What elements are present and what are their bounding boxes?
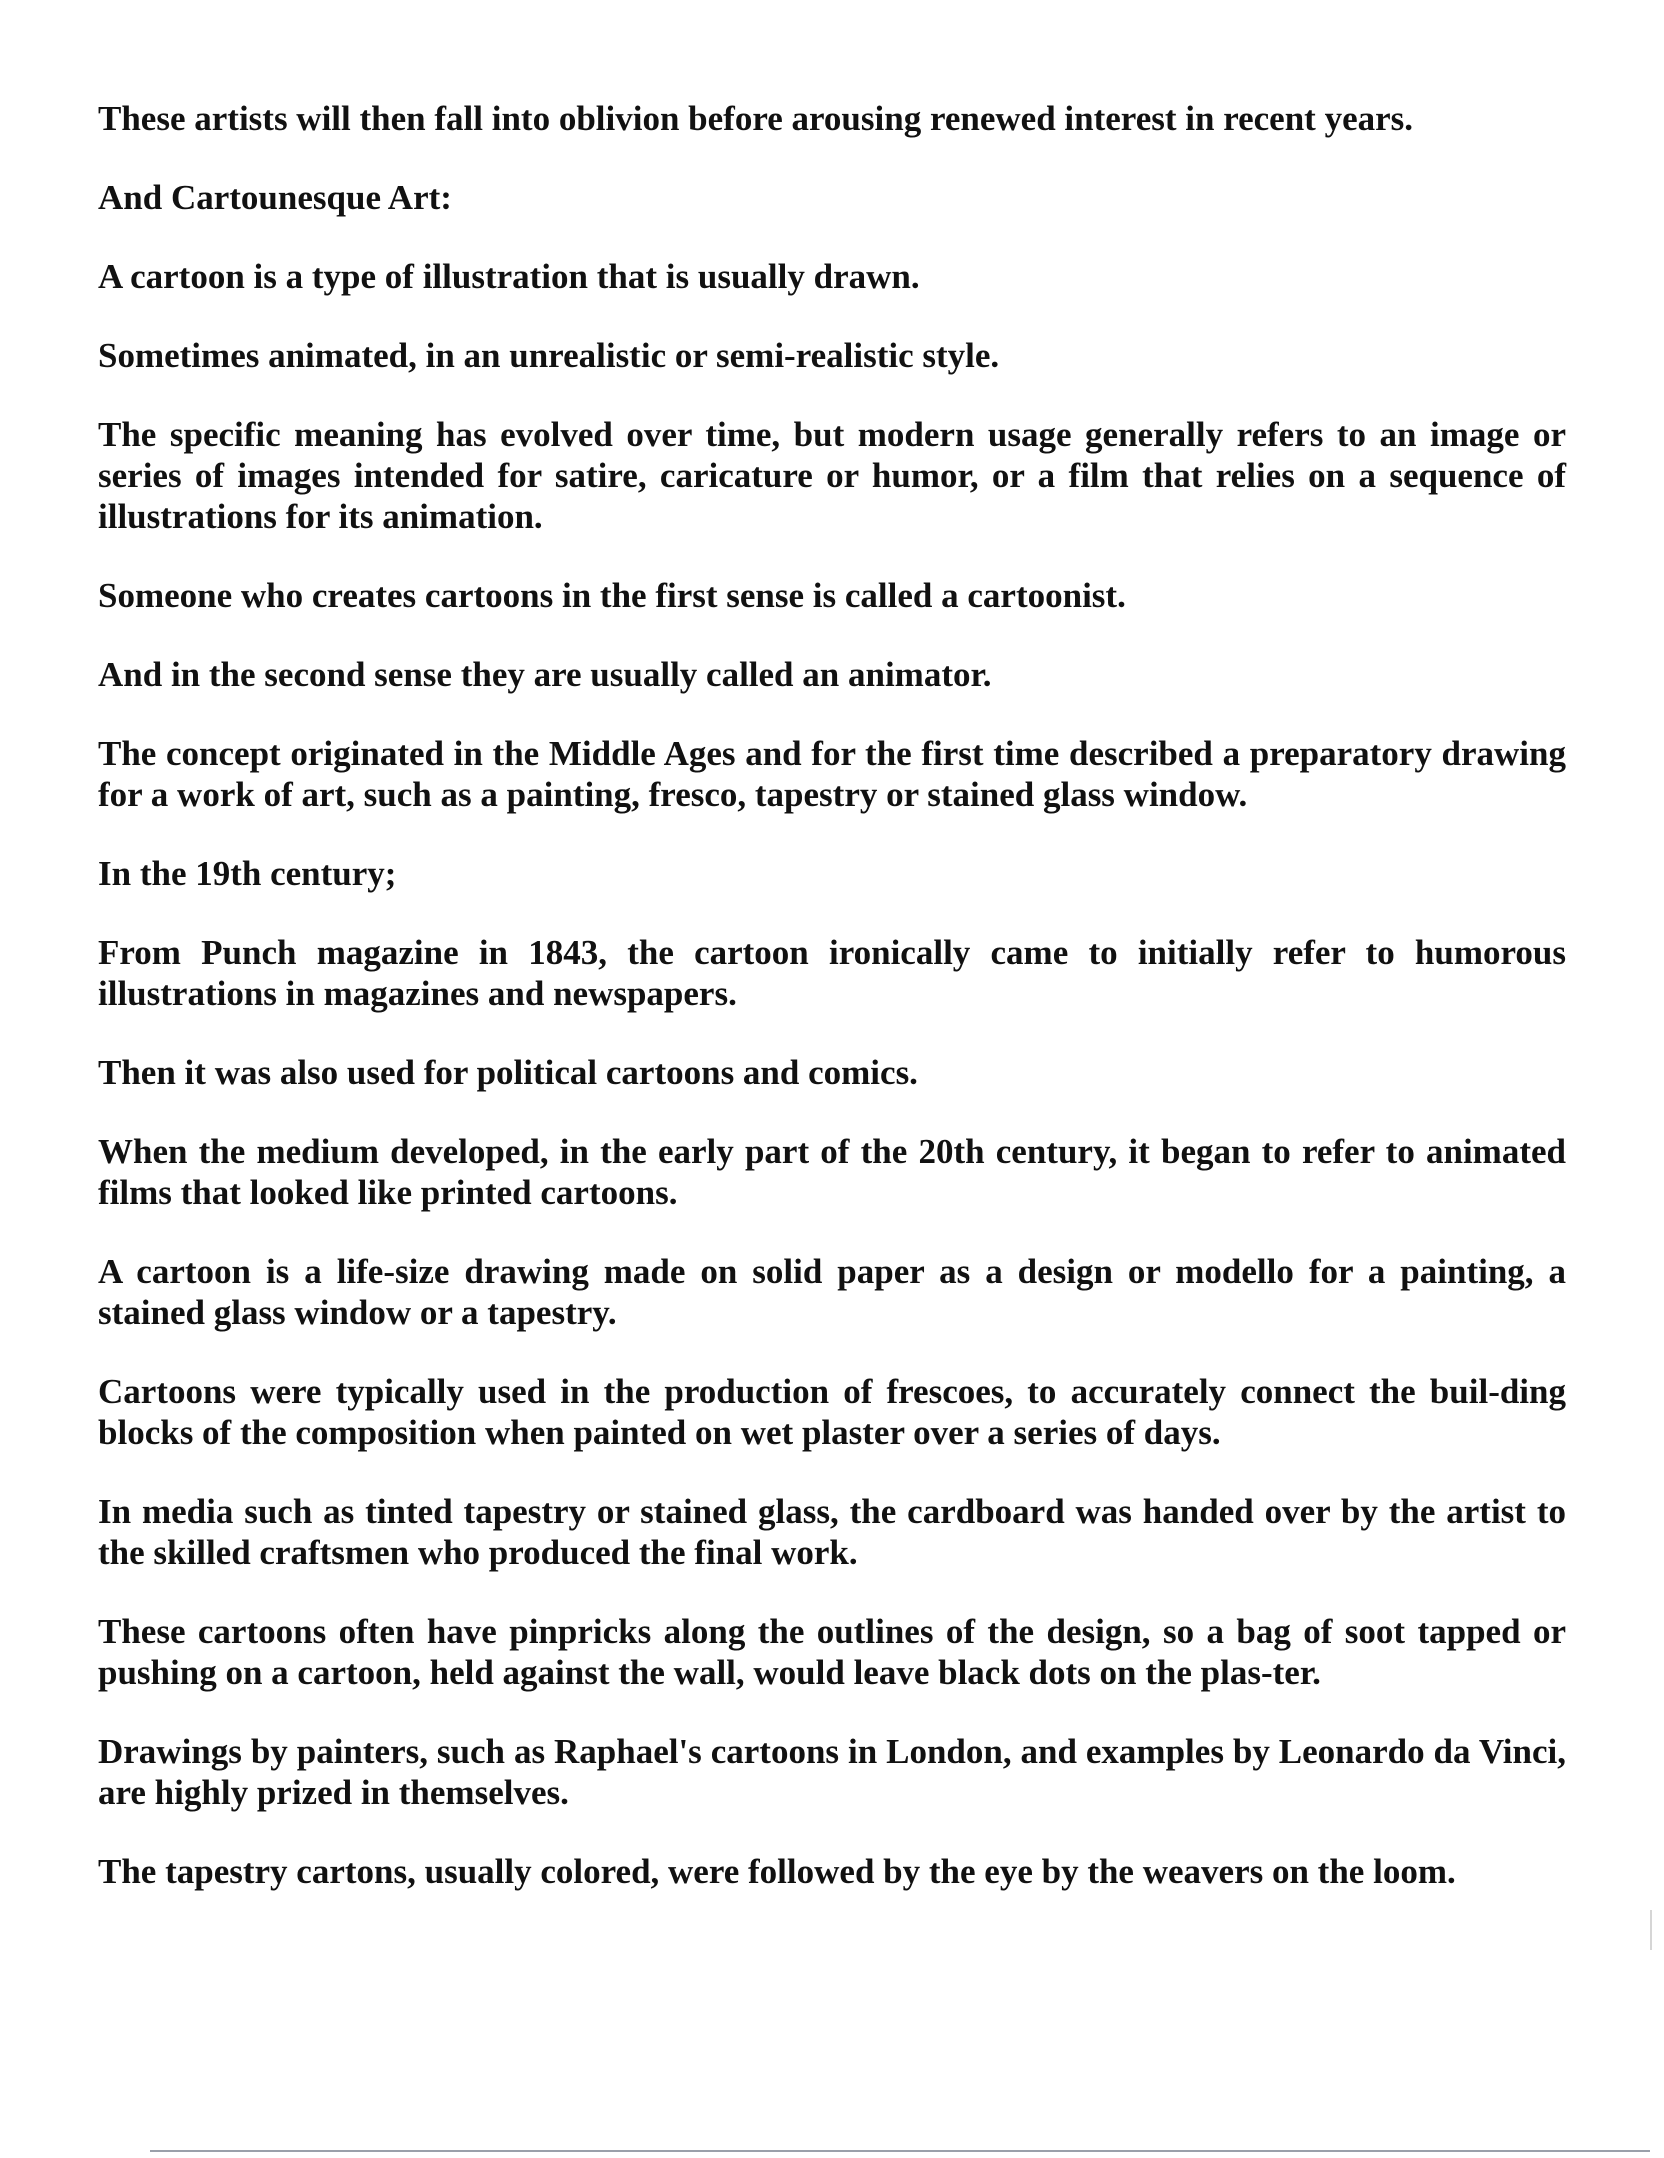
paragraph: These artists will then fall into oblivion before arousing renewed interest in recent years. <box>98 99 1414 138</box>
scan-edge-mark <box>1650 1910 1652 1950</box>
paragraph: A cartoon is a life-size drawing made on solid paper as a design or modello for a painting, a stained glass window or a tapestry. <box>98 1252 1566 1332</box>
document-body <box>98 98 1566 1930</box>
paragraph: Someone who creates cartoons in the first sense is called a cartoonist. <box>98 576 1126 615</box>
paragraph: These cartoons often have pinpricks along the outlines of the design, so a bag of soot tapped or pushing on a cartoon, held against the wall, would leave black dots on the plas-ter. <box>98 1612 1566 1692</box>
paragraph: Sometimes animated, in an unrealistic or semi-realistic style. <box>98 336 1000 375</box>
paragraph: The specific meaning has evolved over time, but modern usage generally refers to an image or series of images intended for satire, caricature or humor, or a film that relies on a sequence of illustrations for its animation. <box>98 415 1566 536</box>
paragraph: From Punch magazine in 1843, the cartoon ironically came to initially refer to humorous illustrations in magazines and newspapers. <box>98 933 1566 1013</box>
paragraph: Drawings by painters, such as Raphael's cartoons in London, and examples by Leonardo da Vinci, are highly prized in themselves. <box>98 1732 1566 1812</box>
paragraph: And Cartounesque Art: <box>98 178 452 217</box>
paragraph: And in the second sense they are usually called an animator. <box>98 655 992 694</box>
paragraph: Cartoons were typically used in the production of frescoes, to accurately connect the buil-ding blocks of the composition when painted on wet plaster over a series of days. <box>98 1372 1566 1452</box>
paragraph: In the 19th century; <box>98 854 397 893</box>
paragraph: The concept originated in the Middle Ages and for the first time described a preparatory drawing for a work of art, such as a painting, fresco, tapestry or stained glass window. <box>98 734 1566 814</box>
paragraph: In media such as tinted tapestry or stained glass, the cardboard was handed over by the artist to the skilled craftsmen who produced the final work. <box>98 1492 1566 1572</box>
bottom-rule <box>150 2150 1650 2152</box>
paragraph: Then it was also used for political cartoons and comics. <box>98 1053 918 1092</box>
paragraph: When the medium developed, in the early part of the 20th century, it began to refer to animated films that looked like printed cartoons. <box>98 1132 1566 1212</box>
paragraph: The tapestry cartons, usually colored, were followed by the eye by the weavers on the loom. <box>98 1852 1456 1891</box>
paragraph: A cartoon is a type of illustration that is usually drawn. <box>98 257 920 296</box>
